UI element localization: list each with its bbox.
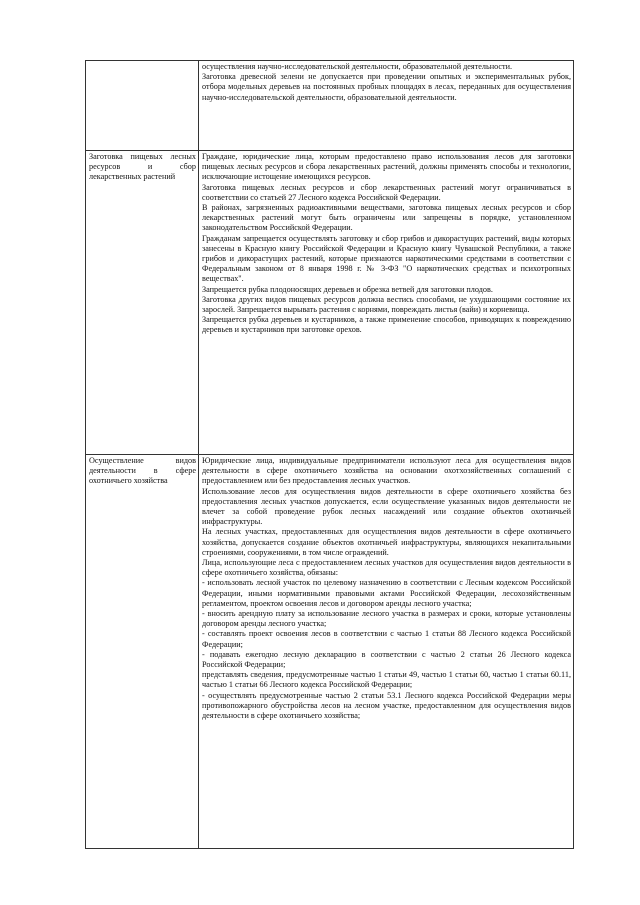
requirements-cell	[199, 61, 574, 151]
activity-cell	[86, 455, 199, 849]
activity-cell	[86, 151, 199, 455]
table-row	[86, 455, 574, 849]
activity-title: Осуществление видов деятельности в сфере охотничьего хозяйства	[89, 456, 196, 486]
document-page	[85, 60, 572, 849]
requirement-paragraph: - составлять проект освоения лесов в соответствии с частью 1 статьи 88 Лесного кодекса Российской Федерации;	[202, 629, 571, 649]
requirements-cell	[199, 151, 574, 455]
table-row	[86, 61, 574, 151]
requirement-paragraph: В районах, загрязненных радиоактивными веществами, заготовка пищевых лесных ресурсов и сбор лекарственных растений могут быть ограничены или запрещены в порядке, установленном законодательством Российской Федерации.	[202, 203, 571, 233]
requirement-paragraph: - подавать ежегодно лесную декларацию в соответствии с частью 2 статьи 26 Лесного кодекса Российской Федерации;	[202, 649, 571, 670]
activity-title: Заготовка пищевых лесных ресурсов и сбор лекарственных растений	[89, 152, 196, 182]
requirement-paragraph: - вносить арендную плату за использование лесного участка в размерах и сроки, которые установлены договором аренды лесного участка;	[202, 609, 571, 629]
requirement-paragraph: осуществления научно-исследовательской деятельности, образовательной деятельности.	[202, 62, 513, 71]
requirement-paragraph: Заготовка пищевых лесных ресурсов и сбор лекарственных растений могут ограничиваться в соответствии со статьей 27 Лесного кодекса Российской Федерации.	[202, 182, 571, 202]
requirement-paragraph: Юридические лица, индивидуальные предприниматели используют леса для осуществления видов деятельности в сфере охотничьего хозяйства на основании охотхозяйственных соглашений с предоставлением или без предоставления лесных участков.	[202, 456, 571, 486]
requirement-paragraph: Лица, использующие леса с предоставлением лесных участков для осуществления видов деятельности в сфере охотничьего хозяйства, обязаны:	[202, 558, 571, 578]
table-row	[86, 151, 574, 455]
requirement-paragraph: Запрещается рубка плодоносящих деревьев и обрезка ветвей для заготовки плодов.	[202, 284, 493, 294]
requirement-paragraph: - осуществлять предусмотренные частью 2 статьи 53.1 Лесного кодекса Российской Федерации меры противопожарного обустройства лесов на лесном участке, предоставленном для осуществления видов деятельности в сфере охотничьего хозяйства;	[202, 690, 571, 721]
requirement-paragraph: - использовать лесной участок по целевому назначению в соответствии с Лесным кодексом Российской Федерации, иными нормативными правовыми актами Российской Федерации, лесохозяйственным регламентом, проектом освоения лесов и договором аренды лесного участка;	[202, 578, 571, 608]
requirement-paragraph: Заготовка древесной зелени не допускается при проведении опытных и экспериментальных рубок, отбора модельных деревьев на постоянных пробных площадях в лесах, переданных для осуществления научно-исследовательской деятельности, образовательной деятельности.	[202, 72, 571, 102]
requirement-paragraph: Гражданам запрещается осуществлять заготовку и сбор грибов и дикорастущих растений, виды которых занесены в Красную книгу Российской Федерации и Красную книгу Чувашской Республики, а также грибов и дикорастущих растений, которые признаются наркотическими средствами в соответствии с Федеральным законом от 8 января 1998 г. № 3-ФЗ "О наркотических средствах и психотропных веществах".	[202, 233, 571, 284]
requirement-paragraph: Использование лесов для осуществления видов деятельности в сфере охотничьего хозяйства без предоставления лесных участков допускается, если осуществление указанных видов деятельности не влечет за собой проведение рубок лесных насаждений или создание объектов охотничьей инфраструктуры.	[202, 486, 571, 527]
activity-cell	[86, 61, 199, 151]
requirement-paragraph: Заготовка других видов пищевых ресурсов должна вестись способами, не ухудшающими состояние их зарослей. Запрещается вырывать растения с корнями, повреждать листья (вайи) и корневища.	[202, 294, 571, 315]
requirement-paragraph: На лесных участках, предоставленных для осуществления видов деятельности в сфере охотничьего хозяйства, допускается создание объектов охотничьей инфраструктуры, являющихся некапитальными строениями, сооружениями, в том числе ограждений.	[202, 527, 571, 557]
requirement-paragraph: представлять сведения, предусмотренные частью 1 статьи 49, частью 1 статьи 60, частью 1 статьи 60.11, частью 1 статьи 66 Лесного кодекса Российской Федерации;	[202, 670, 571, 690]
requirements-cell	[199, 455, 574, 849]
requirement-paragraph: Запрещается рубка деревьев и кустарников, а также применение способов, приводящих к повреждению деревьев и кустарников при заготовке орехов.	[202, 315, 571, 335]
regulation-table	[85, 60, 574, 849]
requirement-paragraph: Граждане, юридические лица, которым предоставлено право использования лесов для заготовки пищевых лесных ресурсов и сбора лекарственных растений, должны применять способы и технологии, исключающие истощение имеющихся ресурсов.	[202, 152, 571, 182]
